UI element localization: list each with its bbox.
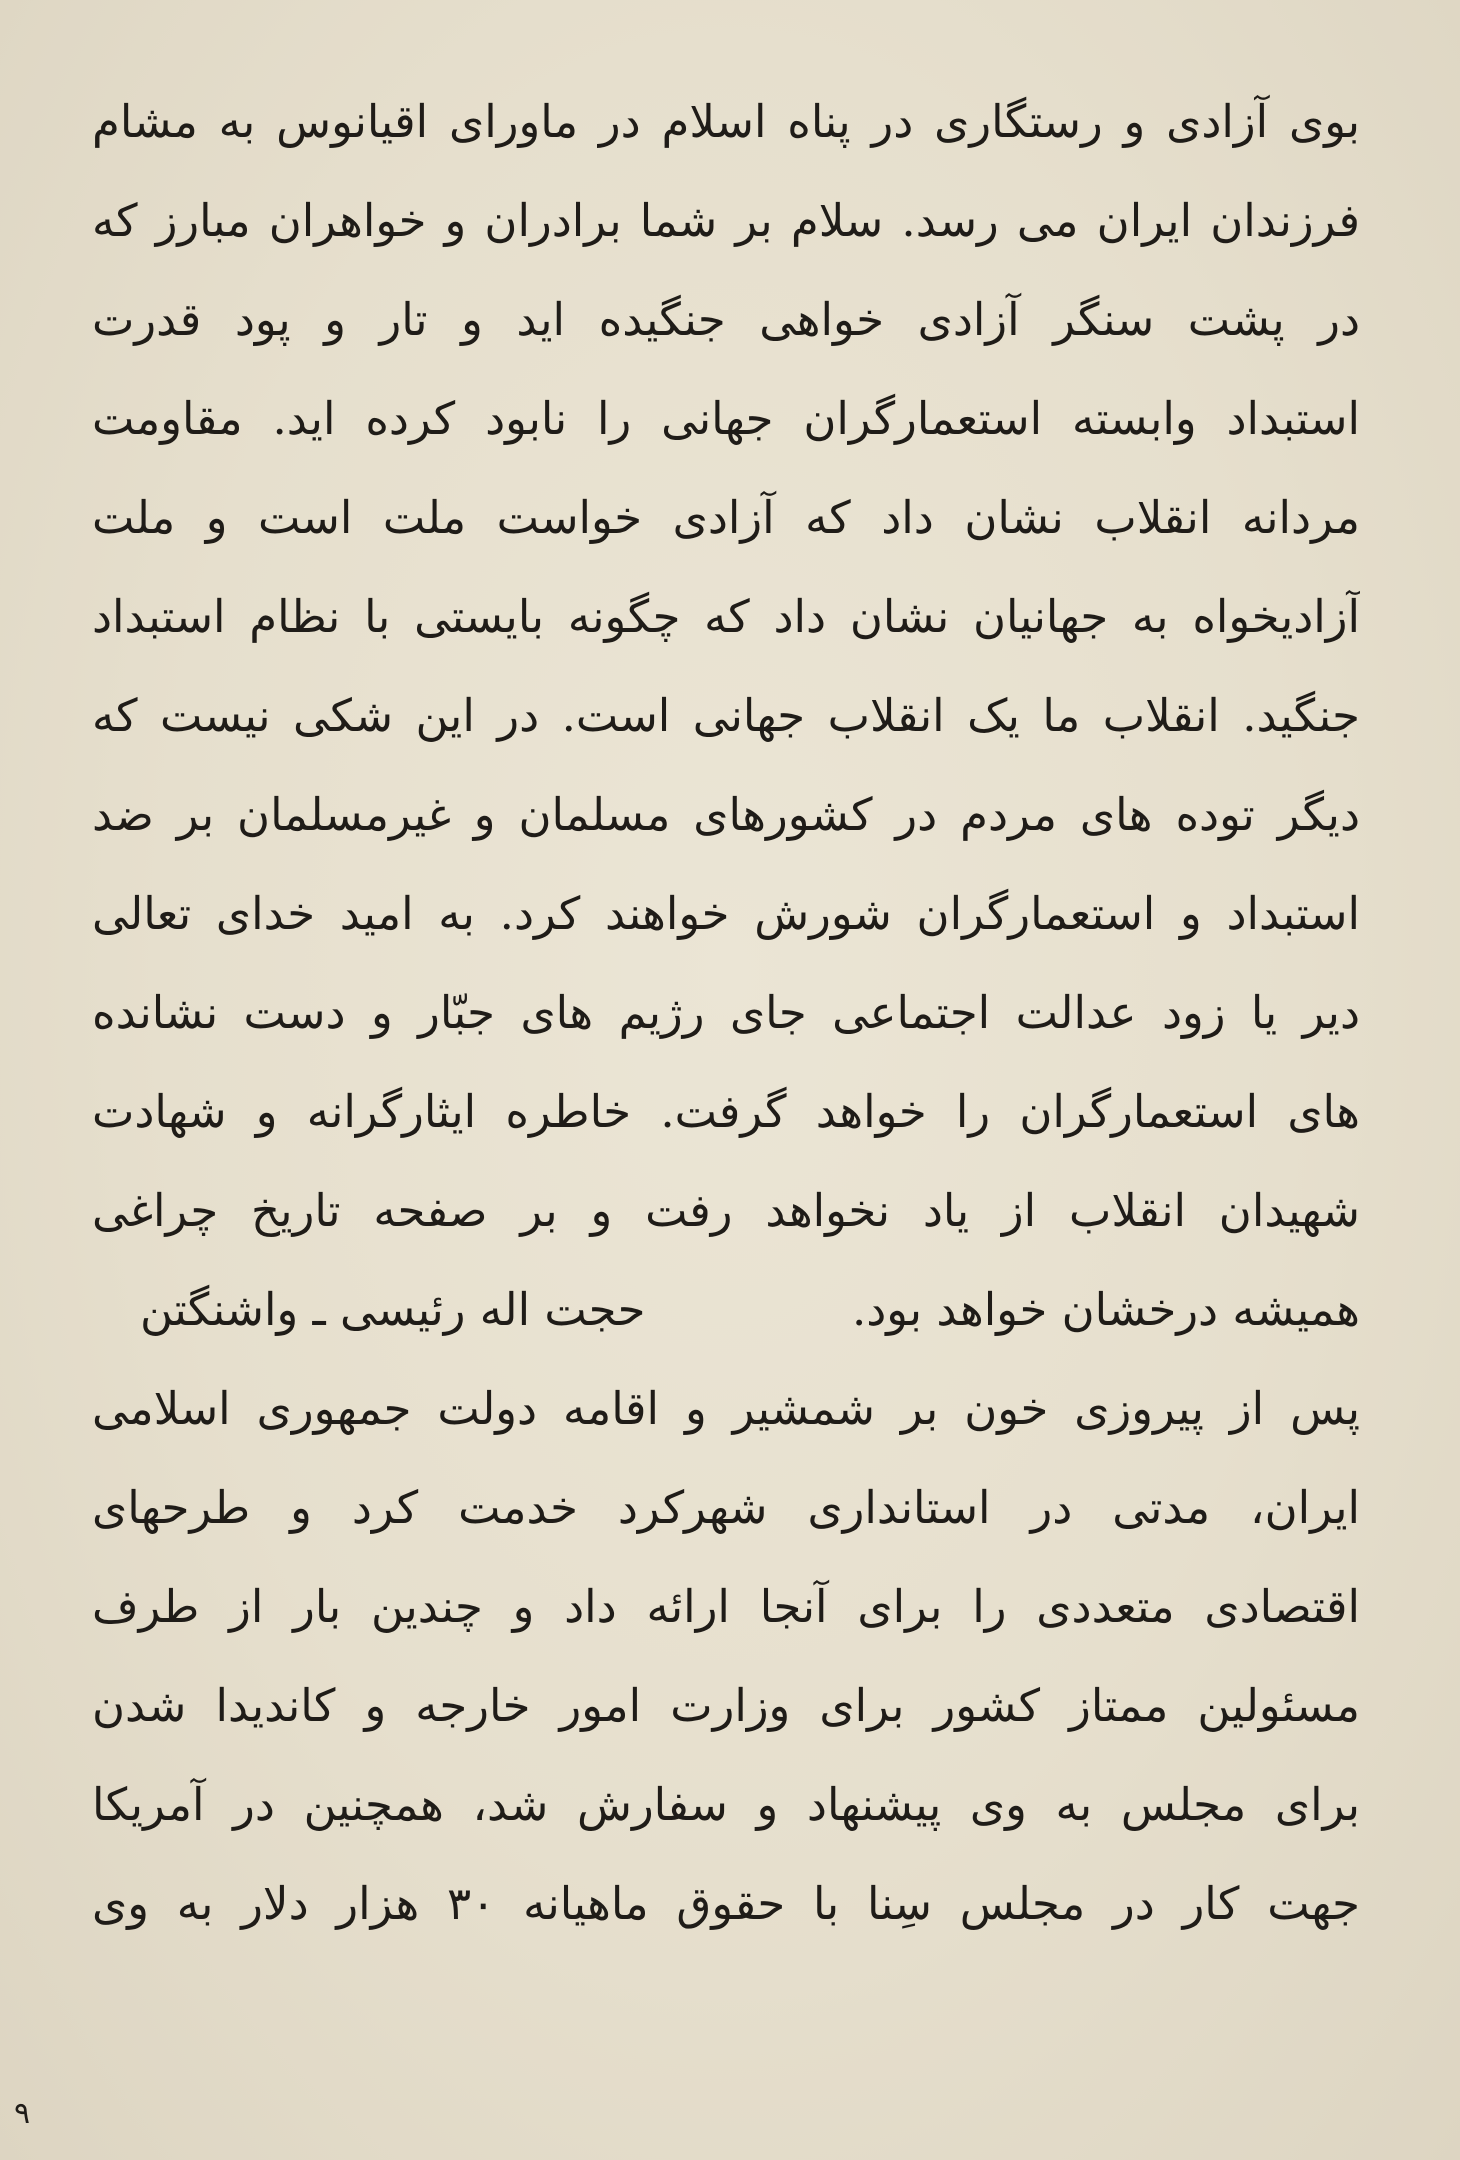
closing-sentence: همیشه درخشان خواهد بود. [851, 1283, 1360, 1336]
text-line: دیر یا زود عدالت اجتماعی جای رژیم های جبّار و دست نشانده [92, 986, 1360, 1039]
text-line: شهیدان انقلاب از یاد نخواهد رفت و بر صفحه تاریخ چراغی [92, 1184, 1360, 1237]
text-line: برای مجلس به وی پیشنهاد و سفارش شد، همچنین در آمریکا [92, 1778, 1360, 1831]
page-text [92, 72, 1360, 1953]
page-number: ۹ [14, 2096, 31, 2131]
text-line: در پشت سنگر آزادی خواهی جنگیده اید و تار و پود قدرت [92, 293, 1360, 346]
signature: حجت اله رئیسی ـ واشنگتن [140, 1283, 646, 1336]
text-line: پس از پیروزی خون بر شمشیر و اقامه دولت جمهوری اسلامی [92, 1382, 1360, 1435]
text-line: مسئولین ممتاز کشور برای وزارت امور خارجه و کاندیدا شدن [92, 1679, 1360, 1732]
text-line: استبداد وابسته استعمارگران جهانی را نابود کرده اید. مقاومت [92, 392, 1360, 445]
text-line: دیگر توده های مردم در کشورهای مسلمان و غیرمسلمان بر ضد [92, 788, 1360, 841]
text-line: فرزندان ایران می رسد. سلام بر شما برادران و خواهران مبارز که [92, 194, 1360, 247]
text-line: های استعمارگران را خواهد گرفت. خاطره ایثارگرانه و شهادت [92, 1085, 1360, 1138]
text-line: بوی آزادی و رستگاری در پناه اسلام در ماورای اقیانوس به مشام [92, 95, 1360, 148]
text-line: جهت کار در مجلس سِنا با حقوق ماهیانه ۳۰ هزار دلار به وی [92, 1877, 1360, 1930]
text-line: آزادیخواه به جهانیان نشان داد که چگونه بایستی با نظام استبداد [92, 590, 1360, 643]
text-line: مردانه انقلاب نشان داد که آزادی خواست ملت است و ملت [92, 491, 1360, 544]
text-line: ایران، مدتی در استانداری شهرکرد خدمت کرد و طرحهای [92, 1481, 1360, 1534]
text-line: استبداد و استعمارگران شورش خواهند کرد. به امید خدای تعالی [92, 887, 1360, 940]
closing-line [92, 1260, 1360, 1359]
text-line: اقتصادی متعددی را برای آنجا ارائه داد و چندین بار از طرف [92, 1580, 1360, 1633]
text-line: جنگید. انقلاب ما یک انقلاب جهانی است. در این شکی نیست که [92, 689, 1360, 742]
